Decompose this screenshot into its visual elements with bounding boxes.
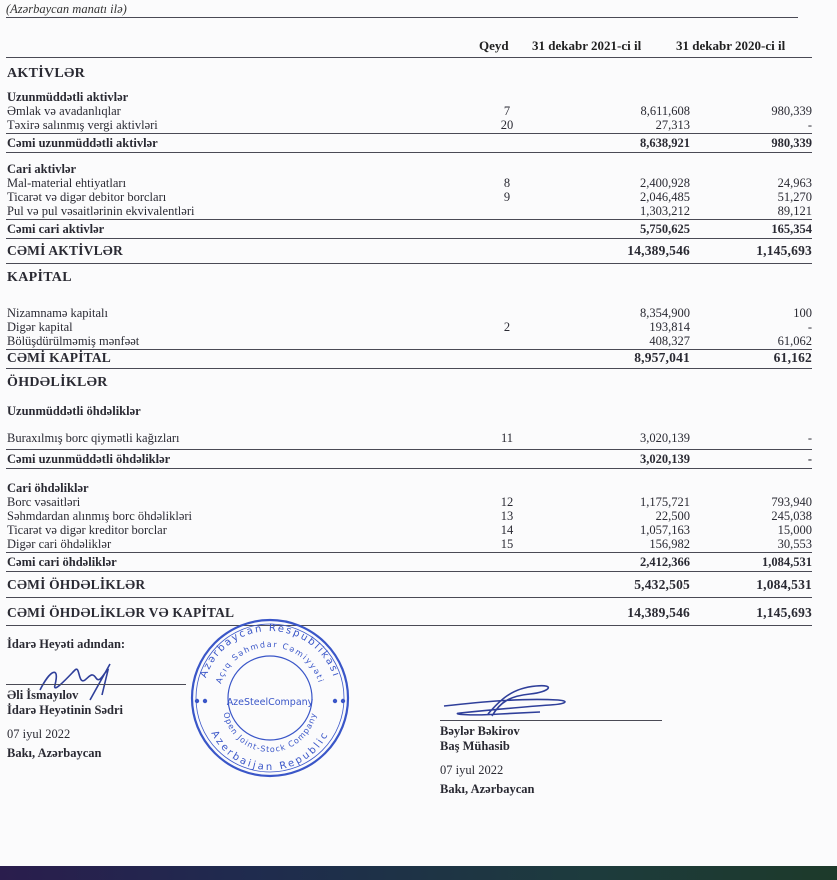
chairman-name: Əli İsmayılov bbox=[7, 688, 79, 702]
row-value-2021: 8,611,608 bbox=[640, 104, 690, 118]
row-value-2021: 2,412,366 bbox=[640, 555, 690, 569]
rule bbox=[6, 263, 812, 264]
row-value-2021: 8,957,041 bbox=[634, 350, 690, 365]
row-value-2020: - bbox=[807, 320, 812, 334]
row-label: Səhmdardan alınmış borc öhdəlikləri bbox=[7, 509, 193, 523]
rule bbox=[6, 133, 812, 134]
accountant-name: Bəylər Bəkirov bbox=[440, 724, 520, 738]
row-note: 11 bbox=[500, 431, 514, 445]
row-label: Borc vəsaitləri bbox=[7, 495, 81, 509]
stamp-outer-top-text: Azərbaycan Respublikası bbox=[198, 622, 342, 680]
rule bbox=[6, 238, 812, 239]
row-label: Cəmi uzunmüddətli aktivlər bbox=[7, 136, 158, 150]
table-row bbox=[7, 306, 812, 320]
subheading-noncurrent-liabilities: Uzunmüddətli öhdəliklər bbox=[7, 404, 141, 418]
rule bbox=[6, 349, 812, 350]
chairman-date: 07 iyul 2022 bbox=[7, 727, 71, 741]
row-label: Təxirə salınmış vergi aktivləri bbox=[7, 118, 158, 132]
row-value-2021: 156,982 bbox=[649, 537, 690, 551]
row-value-2020: 51,270 bbox=[777, 190, 812, 204]
row-value-2020: - bbox=[807, 431, 812, 445]
row-label: Digər kapital bbox=[7, 320, 73, 334]
rule bbox=[6, 468, 812, 469]
signature-line-right bbox=[440, 720, 662, 721]
section-heading-liabilities: ÖHDƏLİKLƏR bbox=[7, 375, 108, 390]
accountant-title: Baş Mühasib bbox=[440, 739, 510, 753]
table-row bbox=[7, 334, 812, 348]
row-note: 2 bbox=[503, 320, 511, 334]
row-value-2021: 22,500 bbox=[655, 509, 690, 523]
row-note: 20 bbox=[500, 118, 514, 132]
row-label: CƏMİ KAPİTAL bbox=[7, 350, 111, 365]
column-header-2021: 31 dekabr 2021-ci il bbox=[532, 38, 642, 53]
accountant-place: Bakı, Azərbaycan bbox=[440, 782, 535, 796]
table-row bbox=[7, 509, 812, 523]
grand-total-assets bbox=[7, 244, 812, 260]
row-value-2020: 1,084,531 bbox=[756, 577, 812, 592]
total-row-current-liabilities bbox=[7, 555, 812, 569]
row-value-2020: 15,000 bbox=[777, 523, 812, 537]
table-row bbox=[7, 104, 812, 118]
row-value-2020: 89,121 bbox=[777, 204, 812, 218]
total-row-noncurrent-assets bbox=[7, 136, 812, 150]
row-value-2021: 1,303,212 bbox=[640, 204, 690, 218]
row-label: CƏMİ AKTİVLƏR bbox=[7, 243, 123, 258]
row-value-2020: 793,940 bbox=[771, 495, 812, 509]
table-row bbox=[7, 320, 812, 334]
row-value-2020: 1,084,531 bbox=[762, 555, 812, 569]
row-value-2021: 8,354,900 bbox=[640, 306, 690, 320]
row-value-2021: 193,814 bbox=[649, 320, 690, 334]
row-value-2020: 245,038 bbox=[771, 509, 812, 523]
grand-total-liabilities-and-equity bbox=[7, 606, 812, 622]
row-value-2020: - bbox=[807, 118, 812, 132]
rule bbox=[6, 597, 812, 598]
table-row bbox=[7, 537, 812, 551]
table-row bbox=[7, 523, 812, 537]
table-row bbox=[7, 204, 812, 218]
row-note: 8 bbox=[503, 176, 511, 190]
row-value-2021: 3,020,139 bbox=[640, 452, 690, 466]
signature-line-left bbox=[6, 684, 186, 685]
chairman-place: Bakı, Azərbaycan bbox=[7, 746, 102, 760]
rule bbox=[6, 625, 812, 626]
row-value-2020: 165,354 bbox=[771, 222, 812, 236]
total-row-equity bbox=[7, 351, 812, 367]
accountant-signature bbox=[440, 680, 580, 720]
top-rule bbox=[6, 17, 798, 18]
row-value-2021: 408,327 bbox=[649, 334, 690, 348]
row-value-2021: 2,400,928 bbox=[640, 176, 690, 190]
row-label: CƏMİ ÖHDƏLİKLƏR VƏ KAPİTAL bbox=[7, 605, 235, 620]
row-note: 13 bbox=[500, 509, 514, 523]
section-heading-equity: KAPİTAL bbox=[7, 270, 72, 285]
row-label: Əmlak və avadanlıqlar bbox=[7, 104, 121, 118]
header-rule bbox=[6, 57, 812, 58]
grand-total-liabilities bbox=[7, 578, 812, 594]
row-note: 12 bbox=[500, 495, 514, 509]
row-value-2021: 14,389,546 bbox=[627, 243, 690, 258]
row-label: Ticarət və digər debitor borcları bbox=[7, 190, 167, 204]
stamp-center-text: AzeSteelCompany bbox=[226, 697, 314, 708]
table-row bbox=[7, 431, 812, 445]
row-value-2021: 5,432,505 bbox=[634, 577, 690, 592]
rule bbox=[6, 552, 812, 553]
row-label: Pul və pul vəsaitlərinin ekvivalentləri bbox=[7, 204, 195, 218]
stamp-outer-bottom-text: Azerbaijan Republic bbox=[208, 728, 332, 774]
row-value-2020: 980,339 bbox=[771, 104, 812, 118]
company-stamp bbox=[185, 613, 355, 783]
stamp-inner-bottom-text: Open Joint-Stock Company bbox=[221, 711, 319, 755]
row-label: Digər cari öhdəliklər bbox=[7, 537, 112, 551]
column-header-note: Qeyd bbox=[479, 38, 509, 53]
row-value-2020: - bbox=[807, 452, 812, 466]
chairman-title: İdarə Heyətinin Sədri bbox=[7, 703, 123, 717]
section-heading-assets: AKTİVLƏR bbox=[7, 66, 86, 81]
row-note: 15 bbox=[500, 537, 514, 551]
row-value-2020: 1,145,693 bbox=[756, 605, 812, 620]
on-behalf-label: İdarə Heyəti adından: bbox=[7, 637, 126, 651]
table-row bbox=[7, 495, 812, 509]
table-row bbox=[7, 118, 812, 132]
row-label: Mal-material ehtiyatları bbox=[7, 176, 127, 190]
row-value-2020: 61,062 bbox=[777, 334, 812, 348]
row-label: Cəmi cari aktivlər bbox=[7, 222, 105, 236]
row-value-2021: 1,057,163 bbox=[640, 523, 690, 537]
row-value-2020: 24,963 bbox=[777, 176, 812, 190]
subheading-current-liabilities: Cari öhdəliklər bbox=[7, 481, 89, 495]
subheading-noncurrent-assets: Uzunmüddətli aktivlər bbox=[7, 90, 129, 104]
row-label: Ticarət və digər kreditor borclar bbox=[7, 523, 167, 537]
row-label: Buraxılmış borc qiymətli kağızları bbox=[7, 431, 180, 445]
row-label: Bölüşdürülməmiş mənfəət bbox=[7, 334, 140, 348]
row-value-2021: 8,638,921 bbox=[640, 136, 690, 150]
row-value-2021: 3,020,139 bbox=[640, 431, 690, 445]
row-value-2021: 2,046,485 bbox=[640, 190, 690, 204]
row-note: 7 bbox=[503, 104, 511, 118]
row-label: Cəmi uzunmüddətli öhdəliklər bbox=[7, 452, 171, 466]
row-value-2020: 61,162 bbox=[773, 350, 812, 365]
row-label: Nizamnamə kapitalı bbox=[7, 306, 109, 320]
currency-note: (Azərbaycan manatı ilə) bbox=[6, 2, 127, 16]
table-row bbox=[7, 190, 812, 204]
total-row-current-assets bbox=[7, 222, 812, 236]
row-value-2021: 14,389,546 bbox=[627, 605, 690, 620]
row-value-2021: 1,175,721 bbox=[640, 495, 690, 509]
stamp-inner-top-text: Açıq Səhmdar Cəmiyyəti bbox=[214, 639, 326, 685]
rule bbox=[6, 571, 812, 572]
row-value-2021: 27,313 bbox=[655, 118, 690, 132]
row-value-2020: 30,553 bbox=[777, 537, 812, 551]
row-note: 9 bbox=[503, 190, 511, 204]
rule bbox=[6, 368, 812, 369]
rule bbox=[6, 219, 812, 220]
row-label: Cəmi cari öhdəliklər bbox=[7, 555, 117, 569]
row-value-2020: 1,145,693 bbox=[756, 243, 812, 258]
accountant-date: 07 iyul 2022 bbox=[440, 763, 504, 777]
row-value-2020: 100 bbox=[793, 306, 812, 320]
row-label: CƏMİ ÖHDƏLİKLƏR bbox=[7, 577, 146, 592]
rule bbox=[6, 449, 812, 450]
subheading-current-assets: Cari aktivlər bbox=[7, 162, 77, 176]
total-row-noncurrent-liabilities bbox=[7, 452, 812, 466]
row-note: 14 bbox=[500, 523, 514, 537]
column-header-2020: 31 dekabr 2020-ci il bbox=[676, 38, 786, 53]
row-value-2020: 980,339 bbox=[771, 136, 812, 150]
rule bbox=[6, 152, 812, 153]
row-value-2021: 5,750,625 bbox=[640, 222, 690, 236]
table-row bbox=[7, 176, 812, 190]
bottom-edge-band bbox=[0, 866, 837, 880]
